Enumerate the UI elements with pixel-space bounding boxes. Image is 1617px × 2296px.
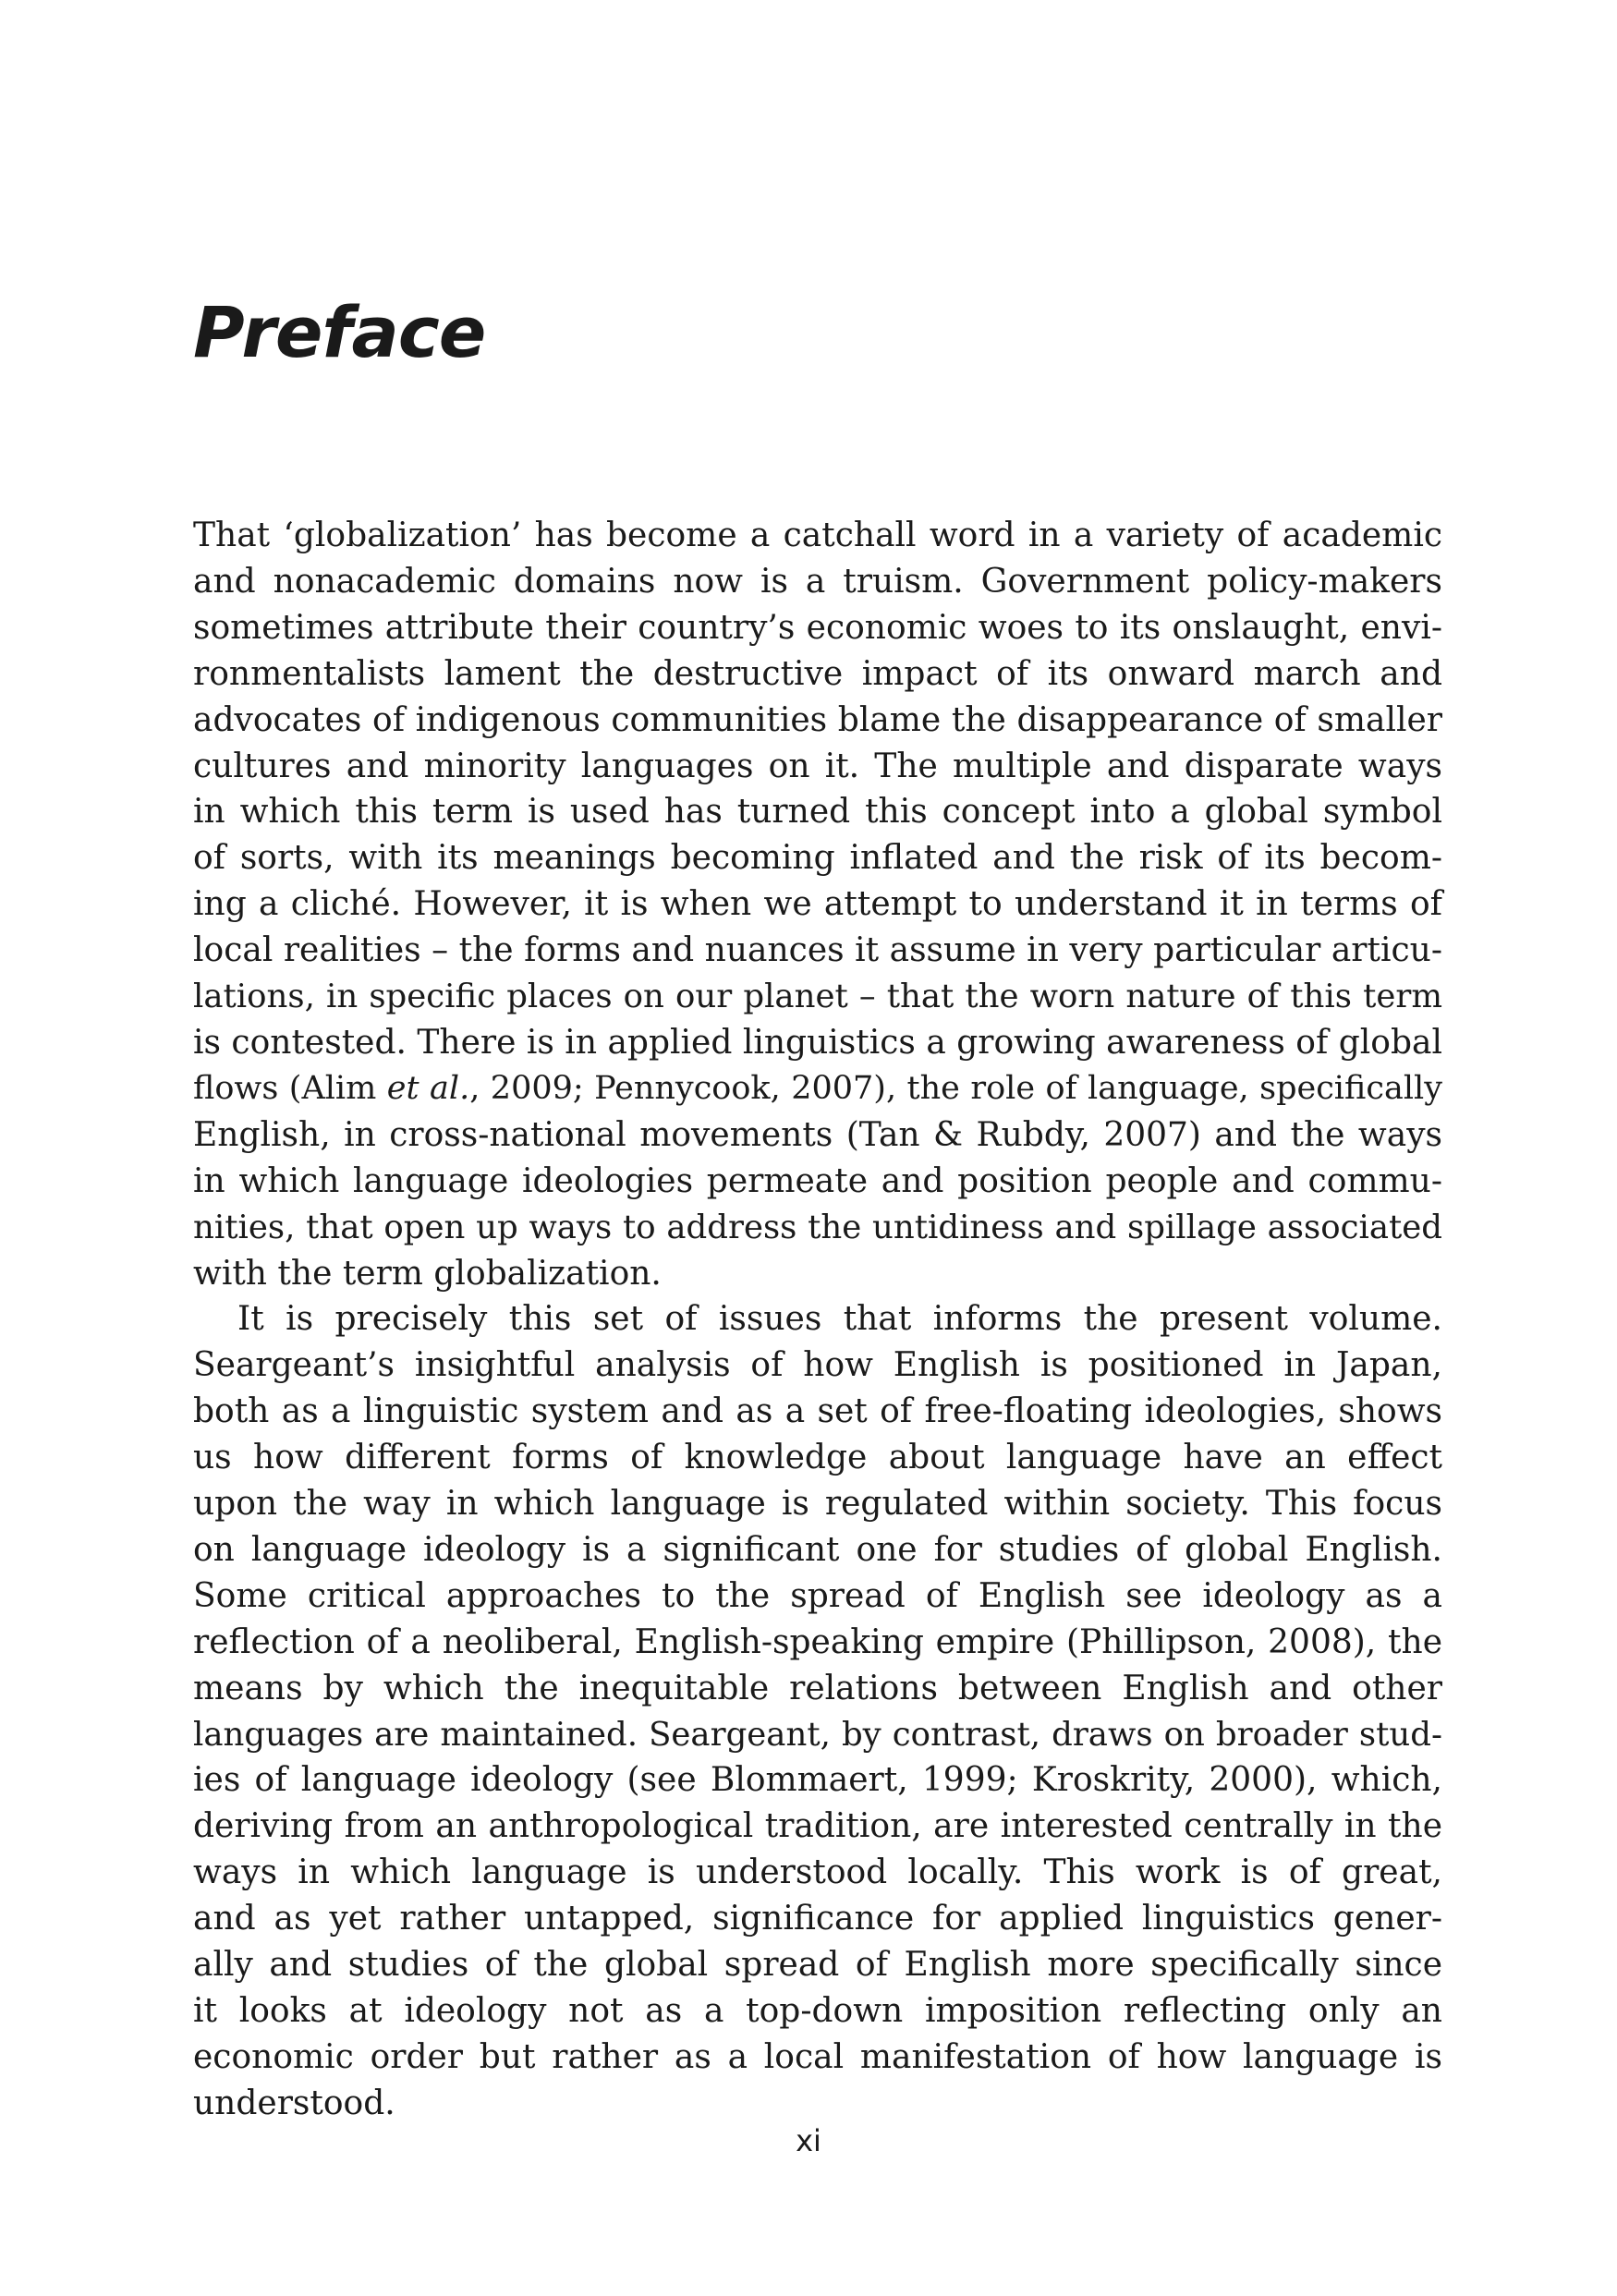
text-line: economic order but rather as a local manifestation of how language is (193, 2037, 1442, 2076)
paragraph-1 (193, 513, 1442, 1296)
page-number: xi (796, 2123, 821, 2158)
text-line: sometimes attribute their country’s economic woes to its onslaught, envi- (193, 608, 1442, 647)
text-line: English, in cross-national movements (Tan & Rubdy, 2007) and the ways (193, 1115, 1442, 1154)
text-line: ing a cliché. However, it is when we attempt to understand it in terms of (193, 885, 1442, 924)
text-line: lations, in specific places on our planet – that the worn nature of this term (193, 978, 1442, 1016)
text-line: on language ideology is a significant one for studies of global English. (193, 1530, 1442, 1569)
text-line: flows (Alim et al., 2009; Pennycook, 2007), the role of language, specifically (193, 1069, 1442, 1107)
italic-et-al: et al. (386, 1069, 470, 1107)
text-line: That ‘globalization’ has become a catchall word in a variety of academic (193, 516, 1442, 554)
page-title: Preface (193, 291, 486, 373)
text-line: means by which the inequitable relations between English and other (193, 1669, 1442, 1707)
paragraph-2 (193, 1296, 1442, 2126)
text-line: local realities – the forms and nuances it assume in very particular articu- (193, 931, 1442, 970)
text-line: with the term globalization. (193, 1254, 662, 1293)
text-line: ies of language ideology (see Blommaert, 1999; Kroskrity, 2000), which, (193, 1761, 1442, 1800)
body-text (193, 513, 1442, 2127)
text-line: cultures and minority languages on it. The multiple and disparate ways (193, 747, 1442, 785)
text-line: it looks at ideology not as a top-down imposition reflecting only an (193, 1992, 1442, 2030)
text-line: and nonacademic domains now is a truism. Government policy-makers (193, 562, 1442, 601)
text-line: It is precisely this set of issues that informs the present volume. (237, 1300, 1442, 1339)
text-line: languages are maintained. Seargeant, by contrast, draws on broader stud- (193, 1715, 1442, 1754)
text-line: reflection of a neoliberal, English-speaking empire (Phillipson, 2008), the (193, 1622, 1442, 1661)
text-line: of sorts, with its meanings becoming inflated and the risk of its becom- (193, 839, 1442, 878)
text-line: ally and studies of the global spread of English more specifically since (193, 1946, 1442, 1985)
text-line: is contested. There is in applied linguistics a growing awareness of global (193, 1023, 1442, 1062)
text-line: advocates of indigenous communities blame the disappearance of smaller (193, 700, 1442, 739)
text-line: deriving from an anthropological tradition, are interested centrally in the (193, 1807, 1442, 1846)
text-line: upon the way in which language is regulated within society. This focus (193, 1485, 1442, 1524)
text-line: both as a linguistic system and as a set of free-floating ideologies, shows (193, 1392, 1442, 1431)
text-line: in which language ideologies permeate and position people and commu- (193, 1161, 1442, 1200)
text-line: in which this term is used has turned this concept into a global symbol (193, 793, 1442, 832)
text-line: ronmentalists lament the destructive impact of its onward march and (193, 654, 1442, 693)
text-line: nities, that open up ways to address the untidiness and spillage associated (193, 1208, 1442, 1246)
text-line: Seargeant’s insightful analysis of how English is positioned in Japan, (193, 1346, 1442, 1385)
text-line: us how different forms of knowledge about language have an effect (193, 1439, 1442, 1477)
text-line: Some critical approaches to the spread of English see ideology as a (193, 1576, 1442, 1615)
text-line: understood. (193, 2083, 395, 2122)
text-line: and as yet rather untapped, significance for applied linguistics gener- (193, 1900, 1442, 1938)
text-line: ways in which language is understood locally. This work is of great, (193, 1853, 1442, 1892)
